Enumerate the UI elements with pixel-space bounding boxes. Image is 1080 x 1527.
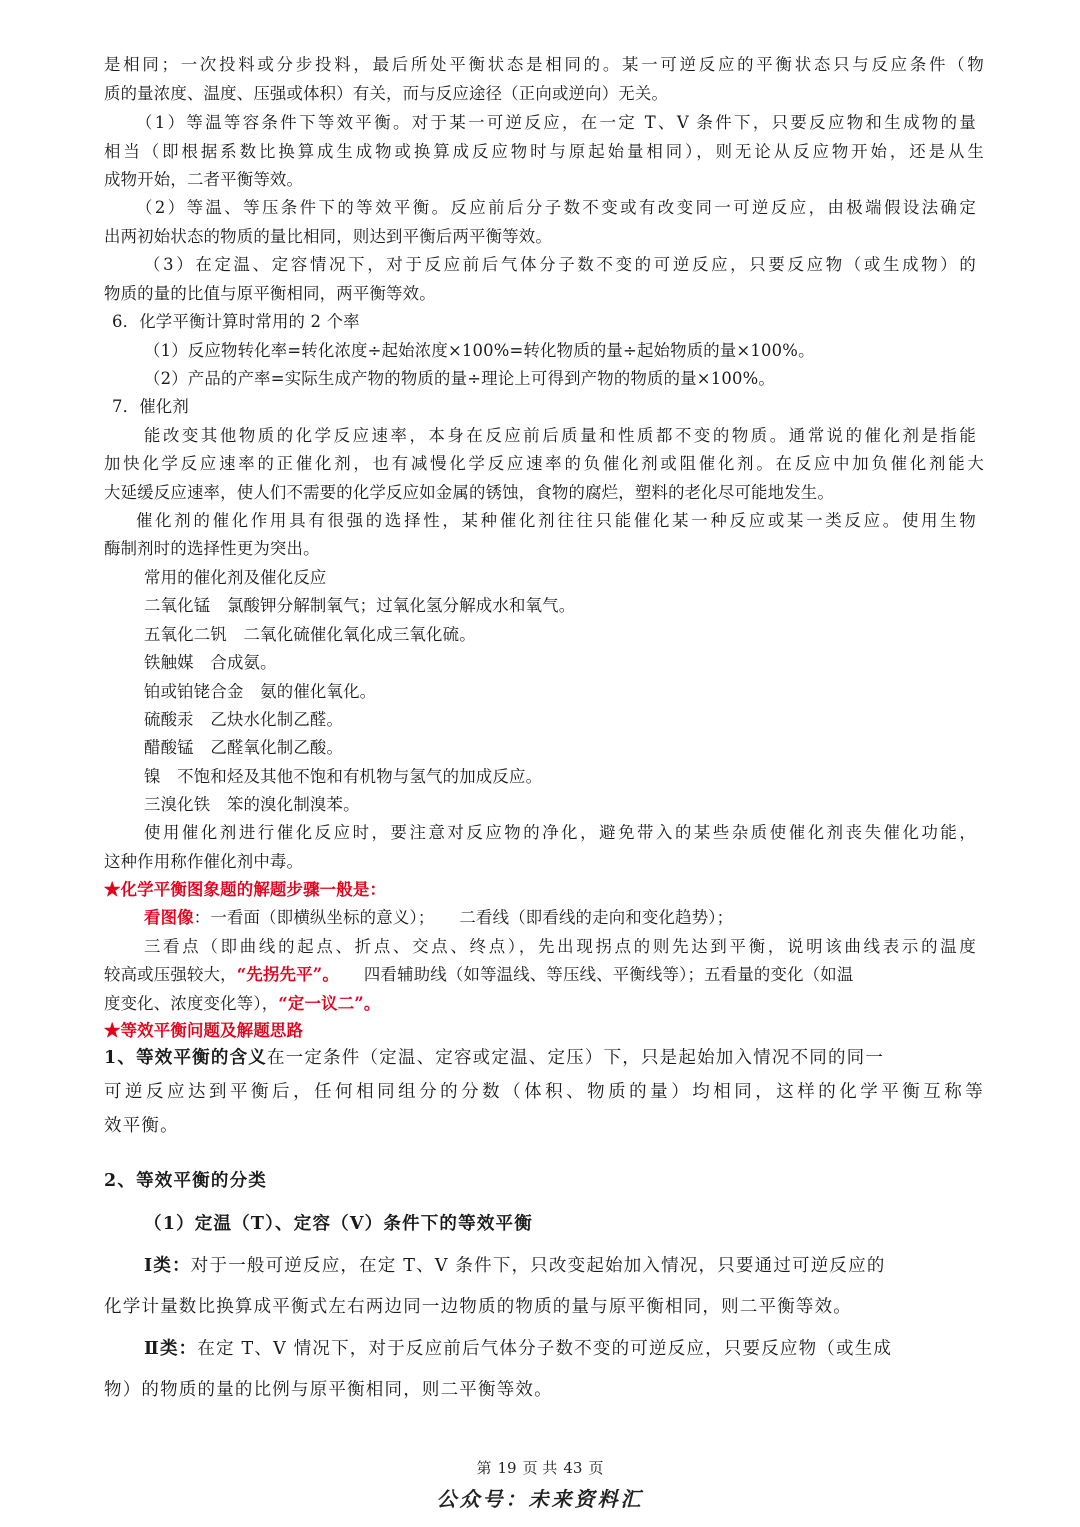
text-line: 大延缓反应速率，使人们不需要的化学反应如金属的锈蚀，食物的腐烂，塑料的老化尽可能地发生。 [104,483,834,502]
text-segment: 度变化、浓度变化等）， [104,994,279,1013]
section-heading: 2、等效平衡的分类 [104,1171,267,1191]
catalyst-item: 二氧化锰 氯酸钾分解制氧气；过氧化氢分解成水和氧气。 [144,596,576,615]
text-line: （1）反应物转化率=转化浓度÷起始浓度×100%=转化物质的量÷起始物质的量×100%。 [144,341,815,360]
text-line: 使用催化剂进行催化反应时，要注意对反应物的净化，避免带入的某些杂质使催化剂丧失催化功能， [144,823,976,842]
section-heading: 6．化学平衡计算时常用的 2 个率 [112,312,360,331]
text-line [104,964,984,986]
highlight-first-turn: “先拐先平”。 [236,965,331,984]
text-line: 质的量浓度、温度、压强或体积）有关，而与反应途径（正向或逆向）无关。 [104,84,669,103]
section-heading: 7．催化剂 [112,397,189,416]
page-prefix: 第 [476,1459,492,1477]
text-line: 这种作用称作催化剂中毒。 [104,852,304,871]
text-line: 物质的量的比值与原平衡相同，两平衡等效。 [104,284,436,303]
text-line [144,907,1024,929]
text-line: 加快化学反应速率的正催化剂，也有减慢化学反应速率的负催化剂或阻催化剂。在反应中加负催化剂能大 [104,454,984,473]
page-mid: 页 共 [522,1459,558,1477]
class-label-2: Ⅱ类： [144,1339,198,1359]
text-line: 能改变其他物质的化学反应速率，本身在反应前后质量和性质都不变的物质。通常说的催化剂是指能 [144,426,976,445]
text-line: 是相同；一次投料或分步投料，最后所处平衡状态是相同的。某一可逆反应的平衡状态只与反应条件（物 [104,55,984,74]
page-suffix: 页 [588,1459,604,1477]
red-heading-graph-steps: ★化学平衡图象题的解题步骤一般是： [104,880,387,899]
text-segment: 对于一般可逆反应，在定 T、V 条件下，只改变起始加入情况，只要通过可逆反应的 [190,1256,886,1276]
text-line: （3）在定温、定容情况下，对于反应前后气体分子数不变的可逆反应，只要反应物（或生成物）的 [144,255,976,274]
text-segment: 四看辅助线（如等温线、等压线、平衡线等）；五看量的变化（如温 [330,965,854,984]
catalyst-item: 硫酸汞 乙炔水化制乙醛。 [144,710,344,729]
page-number [0,1457,1080,1478]
text-line: 常用的催化剂及催化反应 [144,568,327,587]
footer-brand: 公众号：未来资料汇 [436,1487,644,1511]
bold-term-meaning: 1、等效平衡的含义 [104,1048,267,1068]
catalyst-item: 铂或铂铑合金 氨的催化氧化。 [144,682,377,701]
text-line: 可逆反应达到平衡后，任何相同组分的分数（体积、物质的量）均相同，这样的化学平衡互称等 [104,1082,984,1102]
catalyst-item: 五氧化二钒 二氧化硫催化氧化成三氧化硫。 [144,625,476,644]
text-line: 出两初始状态的物质的量比相同，则达到平衡后两平衡等效。 [104,227,552,246]
text-line [104,993,984,1015]
page-current: 19 [497,1459,517,1477]
text-line: 酶制剂时的选择性更为突出。 [104,539,320,558]
text-line [144,1255,1024,1277]
subsection-heading: （1）定温（T）、定容（V）条件下的等效平衡 [144,1214,533,1234]
text-segment: ：一看面（即横纵坐标的意义）； 二看线（即看线的走向和变化趋势）； [193,908,734,927]
text-line: 效平衡。 [104,1116,179,1136]
page-total: 43 [563,1459,583,1477]
text-line: 化学计量数比换算成平衡式左右两边同一边物质的物质的量与原平衡相同，则二平衡等效。 [104,1297,852,1317]
class-label-1: Ⅰ类： [144,1256,191,1276]
text-line: 物）的物质的量的比例与原平衡相同，则二平衡等效。 [104,1380,553,1400]
red-heading-equivalent-equilibrium: ★等效平衡问题及解题思路 [104,1021,304,1040]
text-line: （1）等温等容条件下等效平衡。对于某一可逆反应，在一定 T、V 条件下，只要反应物和生成物的量 [136,113,976,132]
text-line: 相当（即根据系数比换算成生成物或换算成反应物时与原起始量相同），则无论从反应物开始，还是从生 [104,142,984,161]
text-line: 成物开始，二者平衡等效。 [104,170,304,189]
text-segment: 在一定条件（定温、定容或定温、定压）下，只是起始加入情况不同的同一 [266,1048,885,1068]
text-segment: 较高或压强较大， [104,965,237,984]
text-line [104,1047,984,1069]
text-line: 三看点（即曲线的起点、折点、交点、终点），先出现拐点的则先达到平衡，说明该曲线表示的温度 [144,937,976,956]
text-line: （2）产品的产率=实际生成产物的物质的量÷理论上可得到产物的物质的量×100%。 [144,369,775,388]
text-line [144,1338,1024,1360]
catalyst-item: 三溴化铁 笨的溴化制溴苯。 [144,795,360,814]
highlight-look-graph: 看图像 [144,908,194,927]
catalyst-item: 镍 不饱和烃及其他不饱和有机物与氢气的加成反应。 [144,767,543,786]
catalyst-item: 铁触媒 合成氨。 [144,653,277,672]
highlight-fix-one: “定一议二”。 [278,994,381,1013]
text-line: 催化剂的催化作用具有很强的选择性，某种催化剂往往只能催化某一种反应或某一类反应。使用生物 [136,511,976,530]
text-segment: 在定 T、V 情况下，对于反应前后气体分子数不变的可逆反应，只要反应物（或生成 [197,1339,893,1359]
text-line: （2）等温、等压条件下的等效平衡。反应前后分子数不变或有改变同一可逆反应，由极端假设法确定 [136,198,976,217]
catalyst-item: 醋酸锰 乙醛氧化制乙酸。 [144,738,344,757]
